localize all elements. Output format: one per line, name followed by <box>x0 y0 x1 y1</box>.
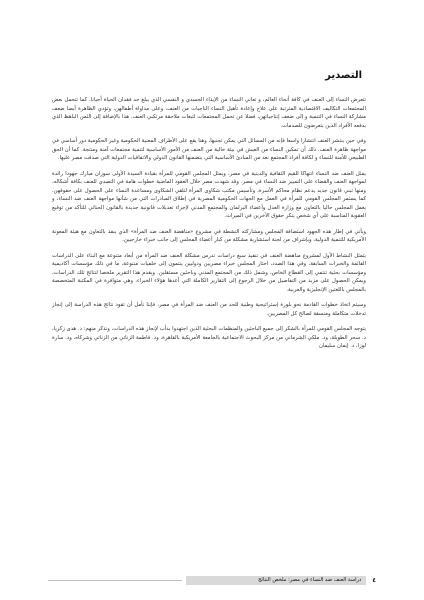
paragraph-5: يتمثل النشاط الأول لمشروع مناهضة العنف في تنفيذ سبع دراسات تدرس مشكلة العنف ضد المرأة من أبعاد متنوعة مع البناء على الدراسات القائمة والخبرات السابقة، وفي هذا الصدد، اختار المجلس خبراء مصريين ودوليين ينتمون إلى خلفيات متنوعة، ما في ذلك مؤسسات أكاديمية ومؤسسات بحثية تنتمي إلى القطاع الخاص، وشمل ذلك من المجتمع المدني وباحثين مستقلين. ويقدم هذا التقرير ملخصا لنتائج تلك الدراسات، ويمكن الحصول على مزيد من التفاصيل من خلال الرجوع إلى التقارير الكاملة التي أعدها هؤلاء الخبراء، وهي متوافرة في المكتبة المتخصصة بالمجلس باللغتين الإنجليزية والعربية. <box>52 252 366 293</box>
footer-divider <box>48 580 182 581</box>
paragraph-6: وسيتم اتخاذ خطوات القادمة نحو بلورة إستراتيجية وطنية للحد من العنف ضد المرأة في مصر، فإننا نأمل أن تقود نتائج هذه الدراسة إلى إنجاز تدخلات متكاملة ومنسقة لصالح كل المصريين. <box>52 302 366 317</box>
paragraph-1: تتعرض النساء إلى العنف في كافة أنحاء العالم، و تعاني النساء من الإيذاء الجسدي و النفسي الذي يبلغ حد فقدان الحياة أحيانا. كما تتحمل بعض المجتمعات التكاليف الاقتصادية المترتبة على علاج وإعادة تأهيل النساء الناجيات من العنف، وعلى مداواة أطفالهن، وتؤدي الظاهرة أيضا ضعف مشاركة النساء في التنمية و إلى ضعف إنتاجياتهن، فضلا عن تحمل المجتمعات لتبعات ملاحقة مرتكبي العنف. هذا بالإضافة إلى الثمن الباهظ الذي يدفعه الأفراد الذين يتعرضون للصدمات. <box>52 97 366 129</box>
running-title: دراسة العنف ضد النساء في مصر: ملخص النتائج <box>258 577 362 583</box>
paragraph-2: وفي حين ينتشر العنف انتشارا واسعا فإنه من المسائل التي يمكن تجنبها، وهنا يقع على الأطراف المعنية الحكومية وغير الحكومية دور أساسي في مواجهة ظاهرة العنف. ذلك أن تمكين النساء من العيش في بيئة خالية من العنف من الأمور الأساسية لتنمية مجتمعات آمنة ومنتجة. كما أن الحق الطبيعي للأمنة للنساء و لكافة أفراد المجتمع نعد من المبادئ الأساسية التي يتضمنها القانون الدولي والاتفاقيات الدولية التي صدقت مصر عليها. <box>52 138 366 161</box>
running-title-bar <box>186 576 366 585</box>
page-footer <box>48 574 376 586</box>
paragraph-7: يتوجه المجلس القومي للمرأة بالشكر إلى جميع الباحثين والمنظمات البحثية الذين اجتهدوا بدأب لإنجاز هذه الدراسات، ونذكر منهم: د. هدى زكريا، د. سحر الطويلة، ود. ملكي الشرماني من مركز البحوث الاجتماعية بالجامعة الأمريكية بالقاهرة، ود. فاطمة الزناتي من الزناتي وشركاه، ود. سارة لوزا، د. إيمان سليمان <box>52 326 366 349</box>
section-title: التصدير <box>325 70 362 81</box>
paragraph-3: يمثل العنف ضد النساء انتهاكا للقيم الثقافية والدينية في مصر، ويمثل المجلس القومي للمرأة بقيادة السيدة الأولى سوزان مبارك جهودا رائدة لمواجهة العنف والقضاء على التمييز ضد النساء في مصر. وقد شهدت مصر خلال العقود الماضية خطوات هامة في التصدي للعنف بكافة أشكاله، ومنها تبني قانون جديد يدعم نظام محاكم الأسرة، وتأسيس مكتب شكاوى المرأة لتلقي الشكاوى ومساعدة النساء على الحصول على حقوقهن. كما يستمر المجلس القومي للمرأة في العمل مع الجهات الحكومية المصرية في إطلاق المبادرات التي من شأنها مواجهة العنف ضد النساء، و يعمل المجلس حاليا بالتعاون مع وزارة العدل وأعضاء البرلمان والمجتمع المدني لإجراء تعديلات قانونية جديدة بالقانون الجنائي للتأكد من توقيع العقوبة المناسبة على أي شخص ينكر حقوق الآخرين في الميراث. <box>52 170 366 219</box>
paragraph-4: ويأتي في إطار هذه الجهود استضافة المجلس ومشاركته النشطة في مشروع «مناهضة العنف ضد المرأة» الذي ينفذ بالتعاون مع هيئة المعونة الأمريكية للتنمية الدولية، وبإشراف من لجنة استشارية مشكلة من كبار أعضاء المجلس إلى جانب خبراء خارجيين. <box>52 228 366 243</box>
body-text <box>52 96 366 358</box>
page-number: ٤ <box>372 576 376 584</box>
